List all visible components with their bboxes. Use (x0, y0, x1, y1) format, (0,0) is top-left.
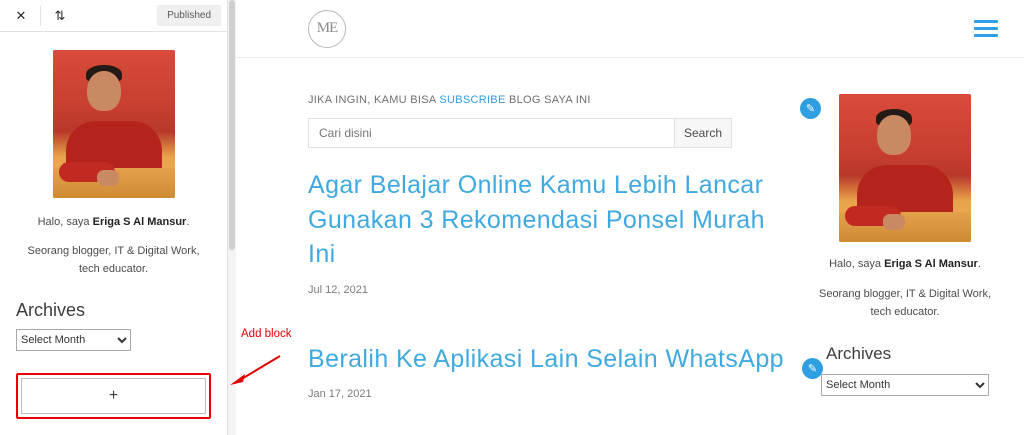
sidebar-bio-name: Eriga S Al Mansur (884, 258, 978, 270)
add-block-button[interactable]: + (21, 378, 206, 414)
post-date: Jul 12, 2021 (308, 283, 368, 296)
move-up-down-icon[interactable]: ⇅ (45, 2, 75, 30)
archives-heading: Archives (16, 300, 86, 321)
post-separator (308, 296, 788, 322)
sidebar-bio-primary (812, 256, 998, 273)
subscribe-text-after: BLOG SAYA INI (505, 94, 591, 106)
hamburger-bar (974, 34, 998, 37)
bio-primary (16, 214, 211, 231)
hamburger-bar (974, 27, 998, 30)
editor-content (0, 32, 227, 419)
scrollbar-thumb[interactable] (229, 0, 235, 250)
main-column (308, 94, 788, 400)
sidebar-column (805, 94, 998, 400)
search-input[interactable] (308, 118, 674, 148)
pencil-edit-icon[interactable]: ✎ (800, 98, 821, 119)
editor-toolbar (0, 0, 227, 32)
post-title[interactable]: Agar Belajar Online Kamu Lebih Lancar Gunakan 3 Rekomendasi Ponsel Murah Ini (308, 171, 765, 268)
subscribe-link[interactable]: SUBSCRIBE (439, 94, 506, 106)
search-form (308, 118, 732, 148)
photo-hand (883, 214, 905, 230)
subscribe-banner (308, 94, 788, 106)
archives-month-select[interactable] (16, 329, 131, 351)
pencil-edit-icon[interactable]: ✎ (802, 358, 823, 379)
search-button[interactable]: Search (674, 118, 732, 148)
add-block-highlight (16, 373, 211, 419)
sidebar-archives-month-select[interactable] (821, 374, 989, 396)
close-icon[interactable]: ✕ (6, 2, 36, 30)
sidebar-profile-photo (839, 94, 971, 242)
sidebar-archives-heading: Archives (826, 343, 892, 363)
bio-name: Eriga S Al Mansur (92, 216, 187, 228)
bio-suffix: . (186, 216, 190, 228)
sidebar-bio-secondary: Seorang blogger, IT & Digital Work, tech educator. (818, 287, 991, 319)
profile-photo (53, 50, 175, 198)
preview-content (236, 58, 1024, 400)
hamburger-bar (974, 20, 998, 23)
toolbar-divider (40, 6, 41, 26)
photo-hand (97, 170, 119, 186)
published-status-badge[interactable]: Published (157, 5, 221, 26)
site-preview (236, 0, 1024, 435)
photo-face (877, 115, 911, 155)
bio-secondary: Seorang blogger, IT & Digital Work, tech educator. (27, 245, 200, 275)
post-title[interactable]: Beralih Ke Aplikasi Lain Selain WhatsApp (308, 344, 784, 373)
post-date: Jan 17, 2021 (308, 388, 372, 400)
bio-prefix: Halo, saya (37, 216, 93, 228)
site-header (236, 0, 1024, 58)
add-block-annotation-label: Add block (241, 328, 292, 340)
site-logo[interactable]: ME (308, 10, 346, 48)
sidebar-bio-prefix: Halo, saya (829, 258, 885, 270)
add-block-annotation-arrow (228, 352, 282, 386)
sidebar-bio-suffix: . (977, 258, 981, 270)
hamburger-menu-icon[interactable] (974, 20, 998, 37)
subscribe-text-before: JIKA INGIN, KAMU BISA (308, 94, 440, 106)
editor-panel (0, 0, 228, 435)
photo-face (87, 71, 121, 111)
